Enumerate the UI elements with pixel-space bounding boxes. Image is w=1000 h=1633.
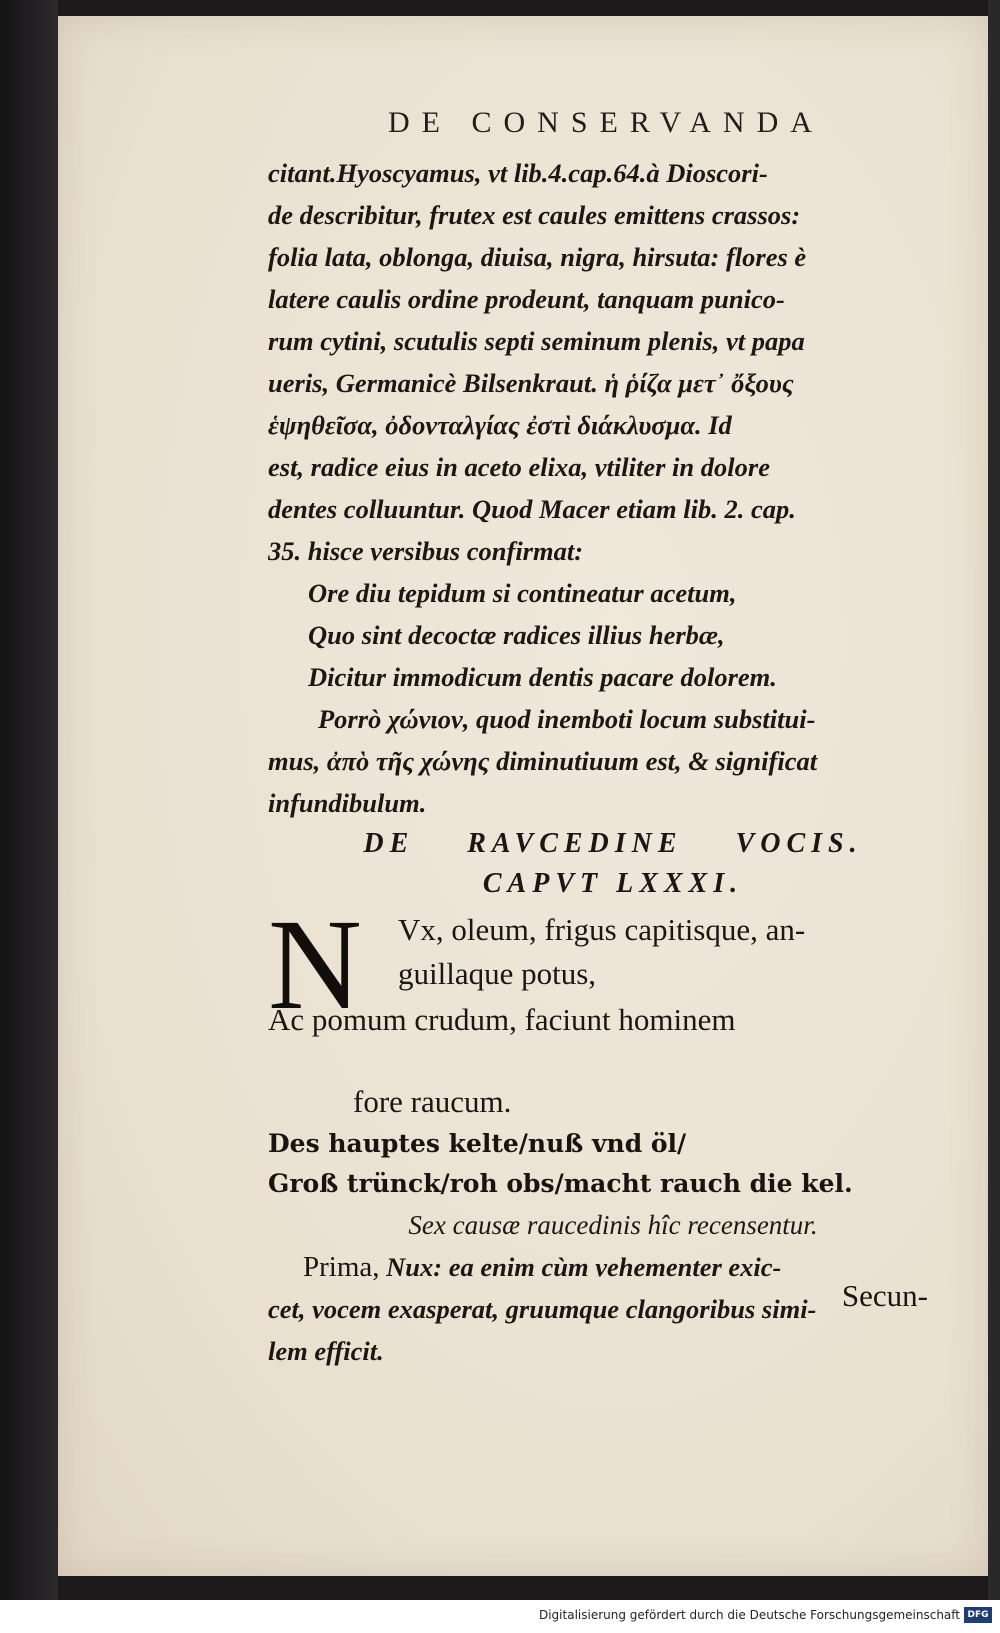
latin-verse-line-3: Ac pomum crudum, faciunt hominem: [268, 1002, 736, 1037]
prima-line-3: lem efficit.: [268, 1336, 384, 1366]
dfg-logo: DFG: [964, 1607, 992, 1623]
verse-line-2: Quo sint decoctæ radices illius herbæ,: [308, 620, 725, 650]
commentary-line-7: ἑψηθεῖσα, ὀδονταλγίας ἐστὶ διάκλυσμα. Id: [268, 410, 732, 440]
scan-binding-edge: [0, 0, 58, 1600]
prima-line-2: cet, vocem exasperat, gruumque clangoribus simi-: [268, 1294, 817, 1324]
running-head: DE CONSERVANDA: [388, 106, 824, 139]
initial-letter: N: [268, 893, 362, 1037]
commentary-line-4: latere caulis ordine prodeunt, tanquam punico-: [268, 284, 785, 314]
german-verse-line-2: Groß trünck/roh obs/macht rauch die kel.: [268, 1169, 853, 1198]
latin-verse-block: [268, 893, 958, 1080]
commentary-line-10: 35. hisce versibus confirmat:: [268, 536, 584, 566]
causes-caption: Sex causæ raucedinis hîc recensentur.: [408, 1210, 818, 1240]
catchword: Secun-: [841, 1278, 928, 1313]
latin-verse-line-2: guillaque potus,: [398, 956, 597, 991]
german-verse-line-1: Des hauptes kelte/nuß vnd öl/: [268, 1129, 687, 1158]
commentary-line-3: folia lata, oblonga, diuisa, nigra, hirsuta: flores è: [268, 242, 807, 272]
verse-line-3: Dicitur immodicum dentis pacare dolorem.: [308, 662, 777, 692]
text-block: [268, 152, 958, 1372]
chapter-title: DE RAVCEDINE VOCIS.: [363, 828, 863, 859]
footer-bar: [0, 1600, 1000, 1633]
prima-word: Prima,: [303, 1251, 380, 1283]
commentary-line-8: est, radice eius in aceto elixa, vtiliter in dolore: [268, 452, 770, 482]
scan-right-edge: [988, 0, 1000, 1600]
commentary-line-1: citant.Hyoscyamus, vt lib.4.cap.64.à Dioscori-: [268, 158, 768, 188]
porro-line-1: Porrò χώνιον, quod inemboti locum substitui-: [318, 704, 816, 734]
porro-line-3: infundibulum.: [268, 788, 427, 818]
latin-verse-line-4: fore raucum.: [353, 1084, 512, 1119]
commentary-line-9: dentes colluuntur. Quod Macer etiam lib. 2. cap.: [268, 494, 796, 524]
porro-line-2: mus, ἀπὸ τῆς χώνης diminutiuum est, & significat: [268, 746, 818, 776]
commentary-line-5: rum cytini, scutulis septi seminum plenis, vt papa: [268, 326, 805, 356]
footer-credit: Digitalisierung gefördert durch die Deutsche Forschungsgemeinschaft: [538, 1608, 960, 1622]
prima-line-1-rest: Nux: ea enim cùm vehementer exic-: [386, 1252, 782, 1282]
commentary-line-6: ueris, Germanicè Bilsenkraut. ἡ ῥίζα μετ᾽ ὄξους: [268, 368, 794, 398]
verse-line-1: Ore diu tepidum si contineatur acetum,: [308, 578, 737, 608]
chapter-number: CAPVT LXXXI.: [482, 868, 744, 899]
book-page: [58, 16, 988, 1576]
commentary-line-2: de describitur, frutex est caules emittens crassos:: [268, 200, 801, 230]
latin-verse-line-1: Vx, oleum, frigus capitisque, an-: [398, 912, 806, 947]
